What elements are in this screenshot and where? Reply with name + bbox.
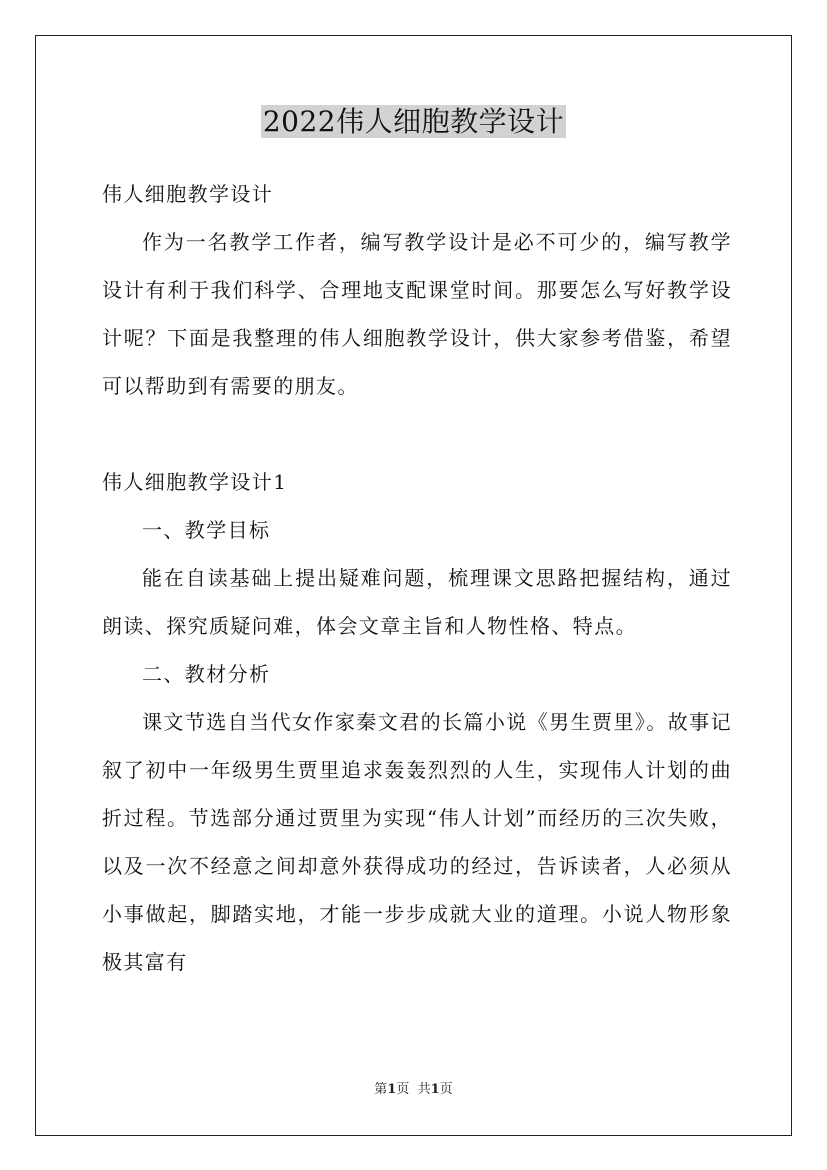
- document-subtitle: 伟人细胞教学设计: [102, 182, 274, 206]
- footer-page-prefix: 第: [374, 1082, 388, 1097]
- footer-total-number: 1: [430, 1082, 440, 1097]
- footer-page-number: 1: [387, 1082, 397, 1097]
- paragraph-spacer: [102, 410, 732, 458]
- document-title: [0, 100, 827, 144]
- document-title-text: 2022伟人细胞教学设计: [262, 105, 565, 138]
- footer-page-suffix: 页: [396, 1082, 410, 1097]
- analysis-paragraph: 课文节选自当代女作家秦文君的长篇小说《男生贾里》。故事记叙了初中一年级男生贾里追求轰轰烈烈的人生，实现伟人计划的曲折过程。节选部分通过贾里为实现“伟人计划”而经历的三次失败，以及一次不经意之间却意外获得成功的经过，告诉读者，人必须从小事做起，脚踏实地，才能一步步成就大业的道理。小说人物形象极其富有: [102, 710, 732, 974]
- section-title: 伟人细胞教学设计1: [102, 470, 288, 494]
- footer-total-prefix: 共: [417, 1082, 431, 1097]
- document-body: [102, 170, 732, 986]
- analysis-heading: 二、教材分析: [142, 662, 271, 686]
- footer-total-suffix: 页: [439, 1082, 453, 1097]
- intro-paragraph: 作为一名教学工作者，编写教学设计是必不可少的，编写教学设计有利于我们科学、合理地支配课堂时间。那要怎么写好教学设计呢？下面是我整理的伟人细胞教学设计，供大家参考借鉴，希望可以帮助到有需要的朋友。: [102, 230, 732, 398]
- goal-paragraph: 能在自读基础上提出疑难问题，梳理课文思路把握结构，通过朗读、探究质疑问难，体会文章主旨和人物性格、特点。: [102, 566, 732, 638]
- goal-heading: 一、教学目标: [142, 518, 271, 542]
- page-footer: [0, 1080, 827, 1100]
